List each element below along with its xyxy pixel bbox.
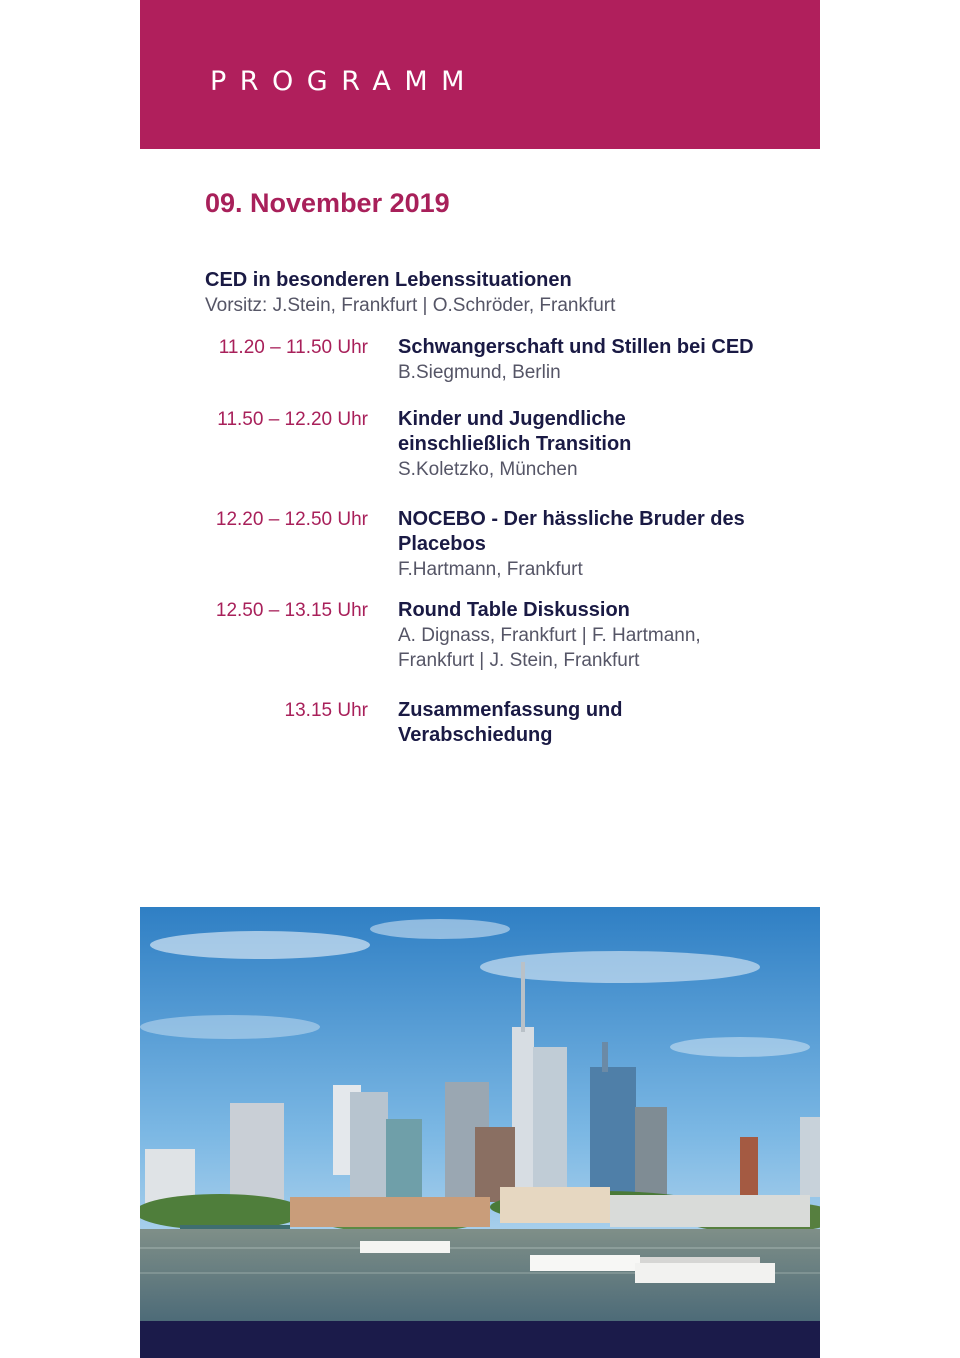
talk-details xyxy=(398,335,768,385)
footer-band xyxy=(140,1321,820,1358)
talk-details xyxy=(398,507,768,582)
talk-speaker: B.Siegmund, Berlin xyxy=(398,362,561,383)
talk-title-line2: Verabschiedung xyxy=(398,724,553,746)
talk-title: NOCEBO - Der hässliche Bruder des xyxy=(398,508,745,530)
talk-title: Schwangerschaft und Stillen bei CED xyxy=(398,336,754,358)
talk-title-line2: einschließlich Transition xyxy=(398,433,632,455)
event-date: 09. November 2019 xyxy=(205,188,450,218)
talk-title: Zusammenfassung und xyxy=(398,699,623,721)
session-title: CED in besonderen Lebenssituationen xyxy=(205,269,572,291)
session-header xyxy=(205,268,615,318)
frankfurt-skyline-photo xyxy=(140,907,820,1321)
page-title: PROGRAMM xyxy=(210,66,478,97)
talk-title: Kinder und Jugendliche xyxy=(398,408,626,430)
talk-details xyxy=(398,698,768,748)
talk-speaker: A. Dignass, Frankfurt | F. Hartmann, xyxy=(398,625,701,646)
schedule-time: 12.20 – 12.50 Uhr xyxy=(215,509,368,530)
schedule-time: 12.50 – 13.15 Uhr xyxy=(215,600,368,621)
talk-speaker: S.Koletzko, München xyxy=(398,459,578,480)
talk-title-line2: Placebos xyxy=(398,533,486,555)
talk-title: Round Table Diskussion xyxy=(398,599,630,621)
schedule-time: 13.15 Uhr xyxy=(284,700,368,721)
talk-speaker-line2: Frankfurt | J. Stein, Frankfurt xyxy=(398,650,640,671)
header-band xyxy=(140,0,820,149)
session-chair: Vorsitz: J.Stein, Frankfurt | O.Schröder, Frankfurt xyxy=(205,295,616,316)
talk-details xyxy=(398,598,768,673)
schedule-time: 11.50 – 12.20 Uhr xyxy=(217,409,368,430)
schedule-time: 11.20 – 11.50 Uhr xyxy=(218,337,368,358)
talk-details xyxy=(398,407,768,482)
talk-speaker: F.Hartmann, Frankfurt xyxy=(398,559,583,580)
